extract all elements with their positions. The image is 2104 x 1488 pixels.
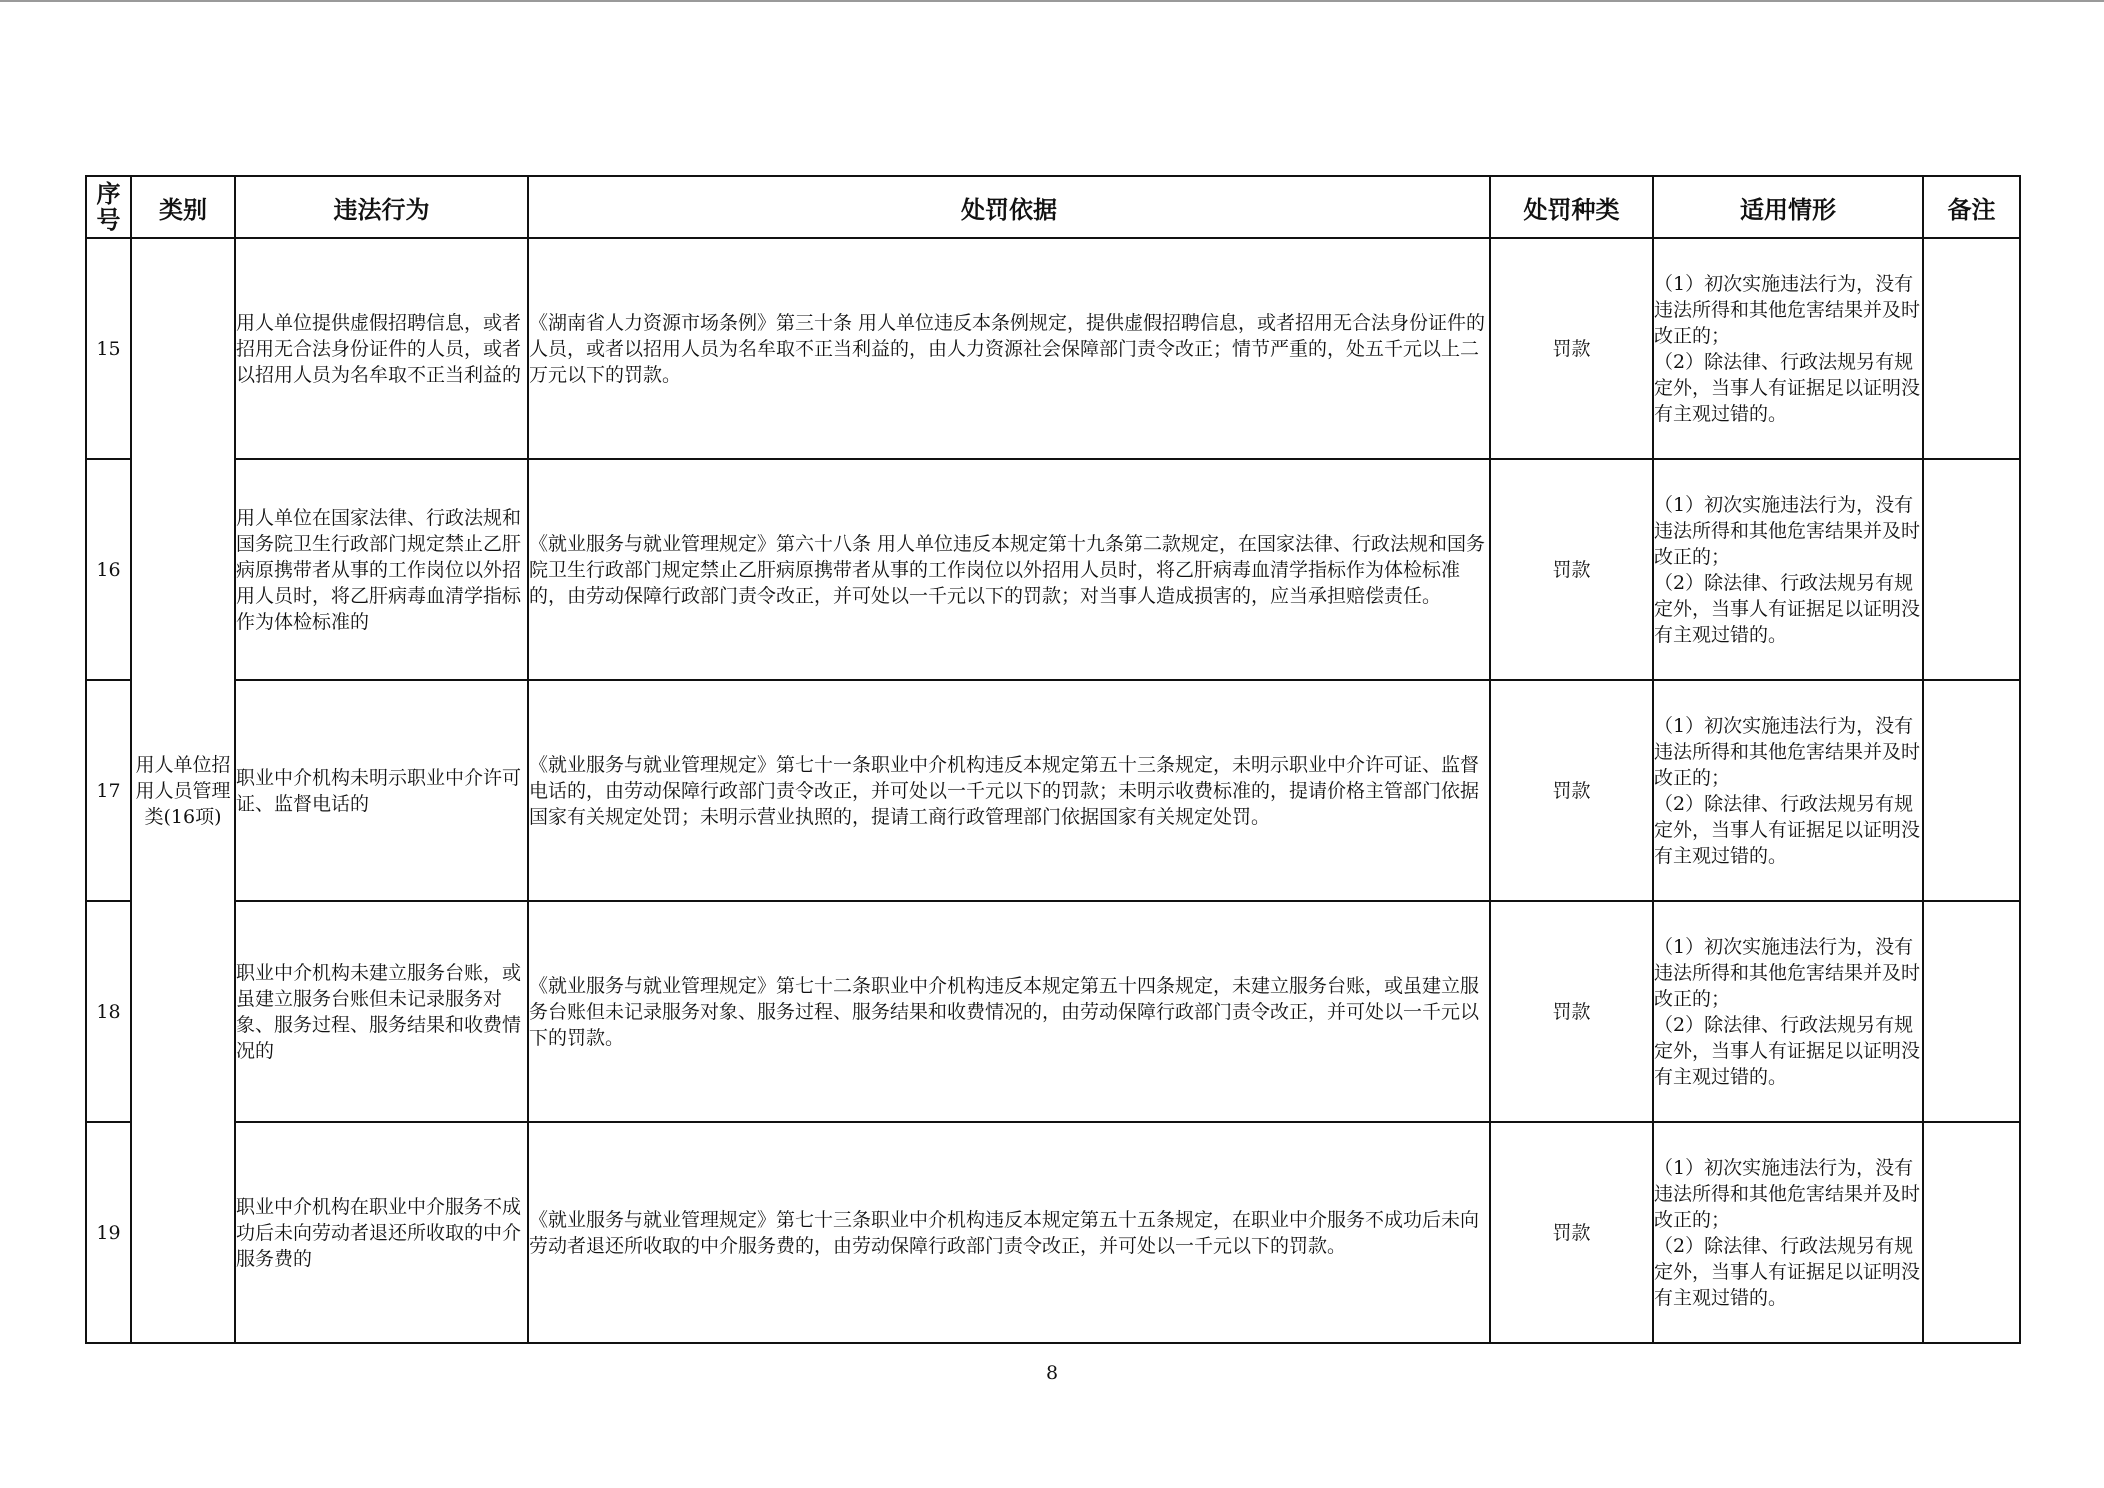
header-basis: 处罚依据 bbox=[528, 176, 1490, 238]
basis-cell: 《湖南省人力资源市场条例》第三十条 用人单位违反本条例规定，提供虚假招聘信息，或者招用无合法身份证件的人员，或者以招用人员为名牟取不正当利益的，由人力资源社会保障部门责令改正；情节严重的，处五千元以上二万元以下的罚款。 bbox=[528, 238, 1490, 459]
header-category: 类别 bbox=[131, 176, 235, 238]
applicable-cell bbox=[1653, 680, 1923, 901]
basis-cell: 《就业服务与就业管理规定》第七十三条职业中介机构违反本规定第五十五条规定，在职业中介服务不成功后未向劳动者退还所收取的中介服务费的，由劳动保障行政部门责令改正，并可处以一千元以下的罚款。 bbox=[528, 1122, 1490, 1343]
applicable-item-2: （2）除法律、行政法规另有规定外，当事人有证据足以证明没有主观过错的。 bbox=[1654, 1234, 1921, 1309]
penalty-type-cell: 罚款 bbox=[1490, 238, 1653, 459]
row-number: 19 bbox=[86, 1122, 131, 1343]
header-applicable: 适用情形 bbox=[1653, 176, 1923, 238]
table-row bbox=[86, 680, 2020, 901]
behavior-cell: 用人单位在国家法律、行政法规和国务院卫生行政部门规定禁止乙肝病原携带者从事的工作岗位以外招用人员时，将乙肝病毒血清学指标作为体检标准的 bbox=[235, 459, 528, 680]
applicable-item-1: （1）初次实施违法行为，没有违法所得和其他危害结果并及时改正的； bbox=[1654, 493, 1921, 568]
top-border-line bbox=[0, 0, 2104, 2]
applicable-cell bbox=[1653, 901, 1923, 1122]
applicable-item-2: （2）除法律、行政法规另有规定外，当事人有证据足以证明没有主观过错的。 bbox=[1654, 571, 1921, 646]
basis-cell: 《就业服务与就业管理规定》第七十二条职业中介机构违反本规定第五十四条规定，未建立服务台账，或虽建立服务台账但未记录服务对象、服务过程、服务结果和收费情况的，由劳动保障行政部门责令改正，并可处以一千元以下的罚款。 bbox=[528, 901, 1490, 1122]
remarks-cell bbox=[1923, 459, 2020, 680]
row-number: 15 bbox=[86, 238, 131, 459]
page-number: 8 bbox=[1045, 1362, 1059, 1384]
header-penalty-type: 处罚种类 bbox=[1490, 176, 1653, 238]
behavior-cell: 用人单位提供虚假招聘信息，或者招用无合法身份证件的人员，或者以招用人员为名牟取不正当利益的 bbox=[235, 238, 528, 459]
remarks-cell bbox=[1923, 901, 2020, 1122]
basis-cell: 《就业服务与就业管理规定》第六十八条 用人单位违反本规定第十九条第二款规定，在国家法律、行政法规和国务院卫生行政部门规定禁止乙肝病原携带者从事的工作岗位以外招用人员时，将乙肝病毒血清学指标作为体检标准的，由劳动保障行政部门责令改正，并可处以一千元以下的罚款；对当事人造成损害的，应当承担赔偿责任。 bbox=[528, 459, 1490, 680]
applicable-item-2: （2）除法律、行政法规另有规定外，当事人有证据足以证明没有主观过错的。 bbox=[1654, 792, 1921, 867]
header-behavior: 违法行为 bbox=[235, 176, 528, 238]
header-seq: 序号 bbox=[86, 176, 131, 238]
penalty-type-cell: 罚款 bbox=[1490, 680, 1653, 901]
applicable-item-1: （1）初次实施违法行为，没有违法所得和其他危害结果并及时改正的； bbox=[1654, 1156, 1921, 1231]
applicable-item-1: （1）初次实施违法行为，没有违法所得和其他危害结果并及时改正的； bbox=[1654, 714, 1921, 789]
behavior-cell: 职业中介机构未明示职业中介许可证、监督电话的 bbox=[235, 680, 528, 901]
behavior-cell: 职业中介机构在职业中介服务不成功后未向劳动者退还所收取的中介服务费的 bbox=[235, 1122, 528, 1343]
table-row bbox=[86, 238, 2020, 459]
table-header-row bbox=[86, 176, 2020, 238]
basis-cell: 《就业服务与就业管理规定》第七十一条职业中介机构违反本规定第五十三条规定，未明示职业中介许可证、监督电话的，由劳动保障行政部门责令改正，并可处以一千元以下的罚款；未明示收费标准的，提请价格主管部门依据国家有关规定处罚；未明示营业执照的，提请工商行政管理部门依据国家有关规定处罚。 bbox=[528, 680, 1490, 901]
remarks-cell bbox=[1923, 1122, 2020, 1343]
penalty-type-cell: 罚款 bbox=[1490, 459, 1653, 680]
applicable-cell bbox=[1653, 238, 1923, 459]
applicable-item-2: （2）除法律、行政法规另有规定外，当事人有证据足以证明没有主观过错的。 bbox=[1654, 1013, 1921, 1088]
table-row bbox=[86, 1122, 2020, 1343]
row-number: 18 bbox=[86, 901, 131, 1122]
category-cell: 用人单位招用人员管理类(16项) bbox=[131, 238, 235, 1343]
header-remarks: 备注 bbox=[1923, 176, 2020, 238]
penalty-type-cell: 罚款 bbox=[1490, 901, 1653, 1122]
table-row bbox=[86, 459, 2020, 680]
applicable-item-2: （2）除法律、行政法规另有规定外，当事人有证据足以证明没有主观过错的。 bbox=[1654, 350, 1921, 425]
penalty-table bbox=[85, 175, 2021, 1344]
table-row bbox=[86, 901, 2020, 1122]
remarks-cell bbox=[1923, 680, 2020, 901]
applicable-cell bbox=[1653, 459, 1923, 680]
applicable-cell bbox=[1653, 1122, 1923, 1343]
row-number: 16 bbox=[86, 459, 131, 680]
behavior-cell: 职业中介机构未建立服务台账，或虽建立服务台账但未记录服务对象、服务过程、服务结果和收费情况的 bbox=[235, 901, 528, 1122]
penalty-type-cell: 罚款 bbox=[1490, 1122, 1653, 1343]
remarks-cell bbox=[1923, 238, 2020, 459]
applicable-item-1: （1）初次实施违法行为，没有违法所得和其他危害结果并及时改正的； bbox=[1654, 935, 1921, 1010]
applicable-item-1: （1）初次实施违法行为，没有违法所得和其他危害结果并及时改正的； bbox=[1654, 272, 1921, 347]
row-number: 17 bbox=[86, 680, 131, 901]
